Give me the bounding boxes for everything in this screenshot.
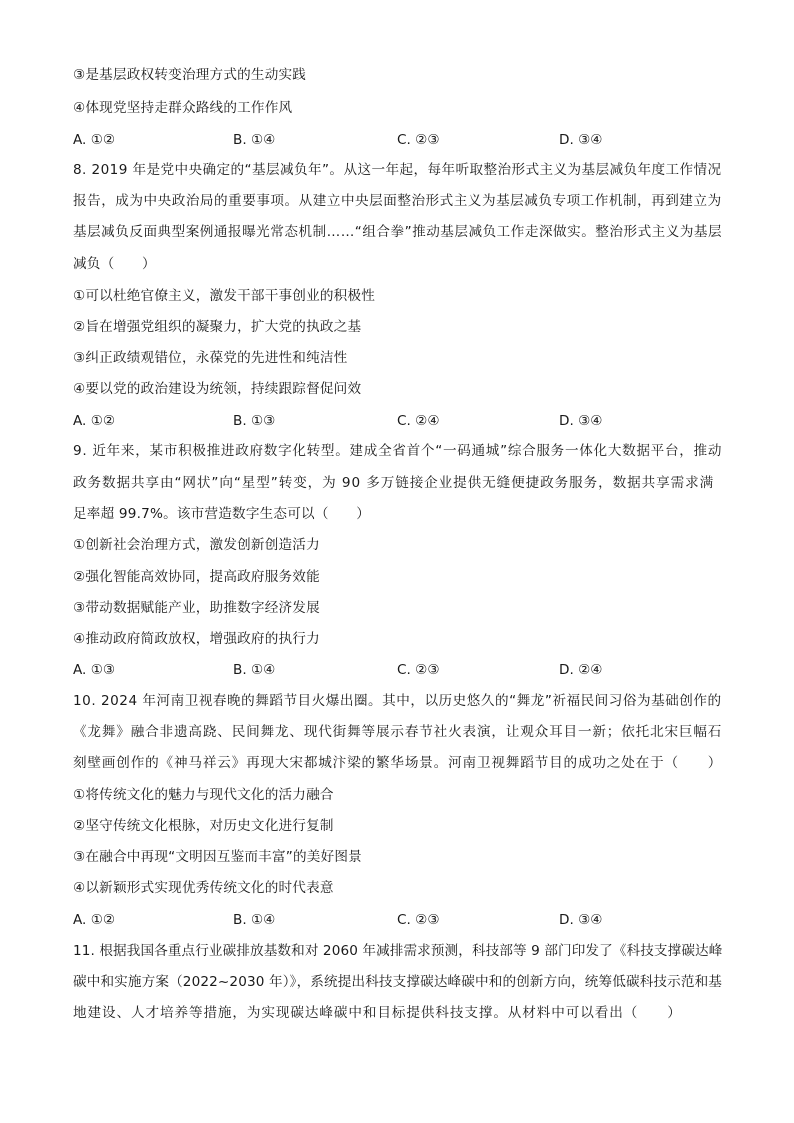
q10-item-2: ②坚守传统文化根脉，对历史文化进行复制 bbox=[73, 818, 334, 834]
q8-item-1: ①可以杜绝官僚主义，激发干部干事创业的积极性 bbox=[73, 288, 376, 304]
q9-stem-line-2: 政务数据共享由“网状”向“星型”转变，为 90 多万链接企业提供无缝便捷政务服务，数据共享需求满 bbox=[73, 475, 715, 491]
q9-option-a[interactable]: A. ①③ bbox=[73, 662, 116, 678]
q9-option-b[interactable]: B. ①④ bbox=[233, 662, 276, 678]
q7-option-b[interactable]: B. ①④ bbox=[233, 132, 276, 148]
q8-item-2: ②旨在增强党组织的凝聚力，扩大党的执政之基 bbox=[73, 319, 362, 335]
q11-stem-line-3: 地建设、人才培养等措施，为实现碳达峰碳中和目标提供科技支撑。从材料中可以看出（ ） bbox=[73, 1005, 682, 1021]
q8-stem-line-3: 基层减负反面典型案例通报曝光常态机制……“组合拳”推动基层减负工作走深做实。整治形式主义为基层 bbox=[73, 224, 723, 240]
q10-stem-line-1: 10. 2024 年河南卫视春晚的舞蹈节目火爆出圈。其中，以历史悠久的“舞龙”祈福民间习俗为基础创作的 bbox=[73, 693, 722, 709]
q9-item-4: ④推动政府简政放权，增强政府的执行力 bbox=[73, 631, 320, 647]
q9-stem-line-1: 9. 近年来，某市积极推进政府数字化转型。建成全省首个“一码通城”综合服务一体化大数据平台，推动 bbox=[73, 443, 723, 459]
q11-stem-line-2: 碳中和实施方案（2022~2030 年）》，系统提出科技支撑碳达峰碳中和的创新方向，统筹低碳科技示范和基 bbox=[73, 974, 723, 990]
q11-stem-line-1: 11. 根据我国各重点行业碳排放基数和对 2060 年减排需求预测，科技部等 9 部门印发了《科技支撑碳达峰 bbox=[73, 943, 723, 959]
q10-item-3: ③在融合中再现“文明因互鉴而丰富”的美好图景 bbox=[73, 849, 362, 865]
q9-option-c[interactable]: C. ②③ bbox=[397, 662, 440, 678]
q7-item-4: ④体现党坚持走群众路线的工作作风 bbox=[73, 100, 293, 116]
q10-stem-line-2: 《龙舞》融合非遗高跷、民间舞龙、现代街舞等展示春节社火表演，让观众耳目一新；依托北宋巨幅石 bbox=[73, 724, 723, 740]
q10-stem-line-3: 刻壁画创作的《神马祥云》再现大宋都城汴梁的繁华场景。河南卫视舞蹈节目的成功之处在于（ ） bbox=[73, 755, 723, 771]
q9-option-d[interactable]: D. ②④ bbox=[559, 662, 603, 678]
q10-item-4: ④以新颖形式实现优秀传统文化的时代表意 bbox=[73, 880, 334, 896]
q10-item-1: ①将传统文化的魅力与现代文化的活力融合 bbox=[73, 787, 334, 803]
q8-option-b[interactable]: B. ①③ bbox=[233, 413, 276, 429]
q7-option-c[interactable]: C. ②③ bbox=[397, 132, 440, 148]
q9-item-2: ②强化智能高效协同，提高政府服务效能 bbox=[73, 569, 320, 585]
q8-item-3: ③纠正政绩观错位，永葆党的先进性和纯洁性 bbox=[73, 350, 348, 366]
q10-option-b[interactable]: B. ①④ bbox=[233, 912, 276, 928]
q9-item-3: ③带动数据赋能产业，助推数字经济发展 bbox=[73, 600, 320, 616]
q8-stem-line-2: 报告，成为中央政治局的重要事项。从建立中央层面整治形式主义为基层减负专项工作机制，再到建立为 bbox=[73, 193, 722, 209]
q7-item-3: ③是基层政权转变治理方式的生动实践 bbox=[73, 67, 307, 83]
q10-option-a[interactable]: A. ①② bbox=[73, 912, 116, 928]
q9-stem-line-3: 足率超 99.7%。该市营造数字生态可以（ ） bbox=[73, 506, 370, 522]
q8-stem-line-1: 8. 2019 年是党中央确定的“基层减负年”。从这一年起，每年听取整治形式主义为基层减负年度工作情况 bbox=[73, 162, 722, 178]
q7-option-d[interactable]: D. ③④ bbox=[559, 132, 603, 148]
q8-stem-line-4: 减负（ ） bbox=[73, 256, 156, 272]
q9-item-1: ①创新社会治理方式，激发创新创造活力 bbox=[73, 537, 320, 553]
q8-option-c[interactable]: C. ②④ bbox=[397, 413, 440, 429]
q8-option-a[interactable]: A. ①② bbox=[73, 413, 116, 429]
q10-option-d[interactable]: D. ③④ bbox=[559, 912, 603, 928]
q7-option-a[interactable]: A. ①② bbox=[73, 132, 116, 148]
q8-item-4: ④要以党的政治建设为统领，持续跟踪督促问效 bbox=[73, 381, 362, 397]
q10-option-c[interactable]: C. ②③ bbox=[397, 912, 440, 928]
q8-option-d[interactable]: D. ③④ bbox=[559, 413, 603, 429]
